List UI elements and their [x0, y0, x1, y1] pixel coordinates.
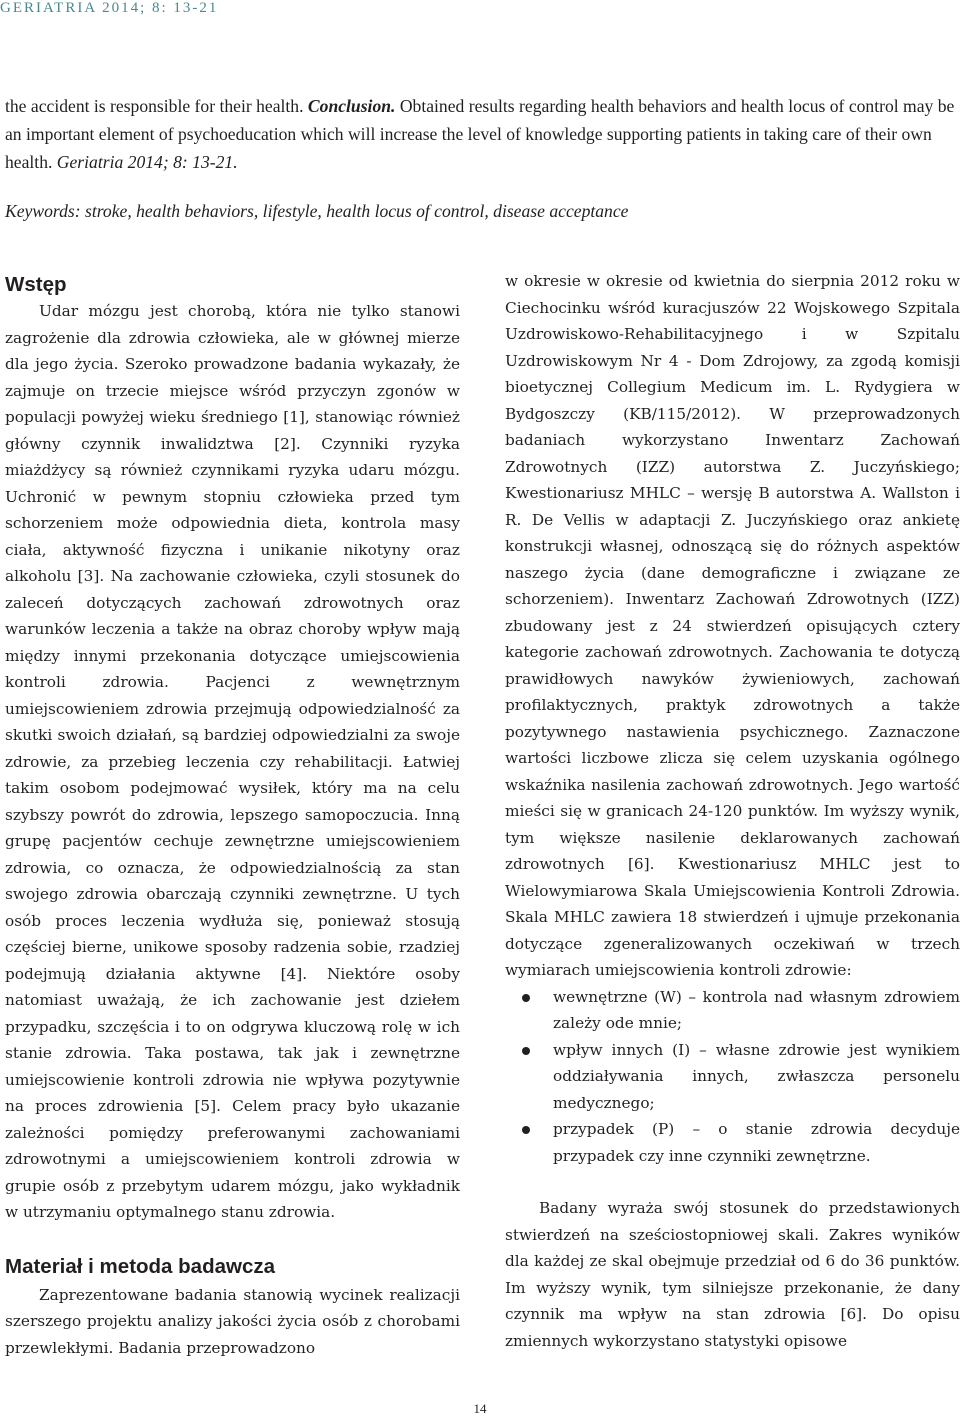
abstract-conclusion [5, 92, 957, 177]
running-title: GERIATRIA 2014; 8: 13-21 [0, 0, 219, 16]
mhlc-dimensions-list [505, 984, 960, 1170]
conclusion-text: Obtained results regarding health behaviors and health locus of control may be an important element of psychoeducation which will increase the level of knowledge supporting patients in taking care of their own health. [5, 96, 955, 173]
abstract-citation: Geriatria 2014; 8: 13-21. [56, 152, 238, 173]
material-paragraph-start: Zaprezentowane badania stanowią wycinek realizacji szerszego projektu analizy jakości życia osób z chorobami przewlekłymi. Badania przeprowadzono [5, 1285, 460, 1357]
left-column [5, 268, 460, 1361]
section-heading-material: Materiał i metoda badawcza [5, 1254, 276, 1278]
right-column [505, 268, 960, 1354]
running-header [0, 0, 960, 20]
scale-description-paragraph: Badany wyraża swój stosunek do przedstawionych stwierdzeń na sześciostopniowej skali. Zakres wyników dla każdej ze skal obejmuje przedział od 6 do 36 punktów. Im wyższy wynik, tym silniejsze przekonanie, że dany czynnik ma wpływ na stan zdrowia [6]. Do opisu zmiennych wykorzystano statystyki opisowe [505, 1199, 960, 1350]
list-item: przypadek (P) – o stanie zdrowia decyduje przypadek czy inne czynniki zewnętrzne. [505, 1116, 960, 1169]
wstep-paragraph: Udar mózgu jest chorobą, która nie tylko stanowi zagrożenie dla zdrowia człowieka, ale w głównej mierze dla jego życia. Szeroko prowadzone badania wykazały, że zajmuje on trzecie miejsce wśród przyczyn zgonów w populacji powyżej wieku średniego [1], stanowiąc również główny czynnik inwalidztwa [2]. Czynniki ryzyka miażdżycy są również czynnikami ryzyka udaru mózgu. Uchronić w pewnym stopniu człowieka przed tym schorzeniem może odpowiednia dieta, kontrola masy ciała, aktywność fizyczna i unikanie nikotyny oraz alkoholu [3]. Na zachowanie człowieka, czyli stosunek do zaleceń dotyczących zachowań zdrowotnych oraz warunków leczenia a także na obraz choroby wpływ mają między innymi przekonania dotyczące umiejscowienia kontroli zdrowia. Pacjenci z wewnętrznym umiejscowieniem zdrowia przejmują odpowiedzialność za skutki swoich działań, są bardziej odpowiedzialni za swoje zdrowie, za przebieg leczenia czy rehabilitacji. Łatwiej takim osobom podejmować wysiłek, który ma na celu szybszy powrót do zdrowia, lepszego samopoczucia. Inną grupę pacjentów cechuje zewnętrzne umiejscowieniem zdrowia, co oznacza, że odpowiedzialnością za stan swojego zdrowia obarczają czynniki zewnętrzne. U tych osób proces leczenia wydłuża się, ponieważ stosują częściej bierne, unikowe sposoby radzenia sobie, rzadziej podejmują działania aktywne [4]. Niektóre osoby natomiast uważają, że ich zachowanie jest dziełem przypadku, szczęścia i to on odgrywa kluczową rolę w ich stanie zdrowia. Taka postawa, tak jak i zewnętrzne umiejscowienie kontroli zdrowia nie wpływa pozytywnie na proces zdrowienia [5]. Celem pracy było ukazanie zależności pomiędzy preferowanymi zachowaniami zdrowotnymi a umiejscowieniem kontroli zdrowia w grupie osób z przebytym udarem mózgu, jako wykładnik w utrzymaniu optymalnego stanu zdrowia. [5, 302, 460, 1221]
keywords: Keywords: stroke, health behaviors, lifestyle, health locus of control, disease acceptance [5, 201, 629, 221]
material-paragraph-continued: w okresie w okresie od kwietnia do sierpnia 2012 roku w Ciechocinku wśród kuracjuszów 22 Wojskowego Szpitala Uzdrowiskowo-Rehabilitacyjnego i w Szpitalu Uzdrowiskowym Nr 4 - Dom Zdrojowy, za zgodą komisji bioetycznej Collegium Medicum im. L. Rydygiera w Bydgoszczy (KB/115/2012). W przeprowadzonych badaniach wykorzystano Inwentarz Zachowań Zdrowotnych (IZZ) autorstwa Z. Juczyńskiego; Kwestionariusz MHLC – wersję B autorstwa A. Wallston i R. De Vellis w adaptacji Z. Juczyńskiego oraz ankietę konstrukcji własnej, odnoszącą się do różnych aspektów naszego życia (dane demograficzne i związane ze schorzeniem). Inwentarz Zachowań Zdrowotnych (IZZ) zbudowany jest z 24 stwierdzeń opisujących cztery kategorie zachowań zdrowotnych. Zachowania te dotyczą prawidłowych nawyków żywieniowych, zachowań profilaktycznych, praktyk zdrowotnych a także pozytywnego nastawienia psychicznego. Zaznaczone wartości liczbowe zlicza się celem uzyskania ogólnego wskaźnika nasilenia zachowań zdrowotnych. Jego wartość mieści się w granicach 24-120 punktów. Im wyższy wynik, tym większe nasilenie deklarowanych zachowań zdrowotnych [6]. Kwestionariusz MHLC jest to Wielowymiarowa Skala Umiejscowienia Kontroli Zdrowia. Skala MHLC zawiera 18 stwierdzeń i ujmuje przekonania dotyczące zgeneralizowanych oczekiwań w trzech wymiarach umiejscowienia kontroli zdrowie: [505, 272, 960, 979]
list-item: wewnętrzne (W) – kontrola nad własnym zdrowiem zależy ode mnie; [505, 984, 960, 1037]
section-heading-wstep: Wstęp [5, 273, 67, 296]
abstract-lead: the accident is responsible for their health. [5, 96, 308, 116]
page-number: 14 [473, 1401, 487, 1416]
conclusion-label: Conclusion. [307, 96, 396, 116]
paragraph-spacer [505, 1169, 960, 1195]
list-item: wpływ innych (I) – własne zdrowie jest wynikiem oddziaływania innych, zwłaszcza personelu medycznego; [505, 1037, 960, 1117]
